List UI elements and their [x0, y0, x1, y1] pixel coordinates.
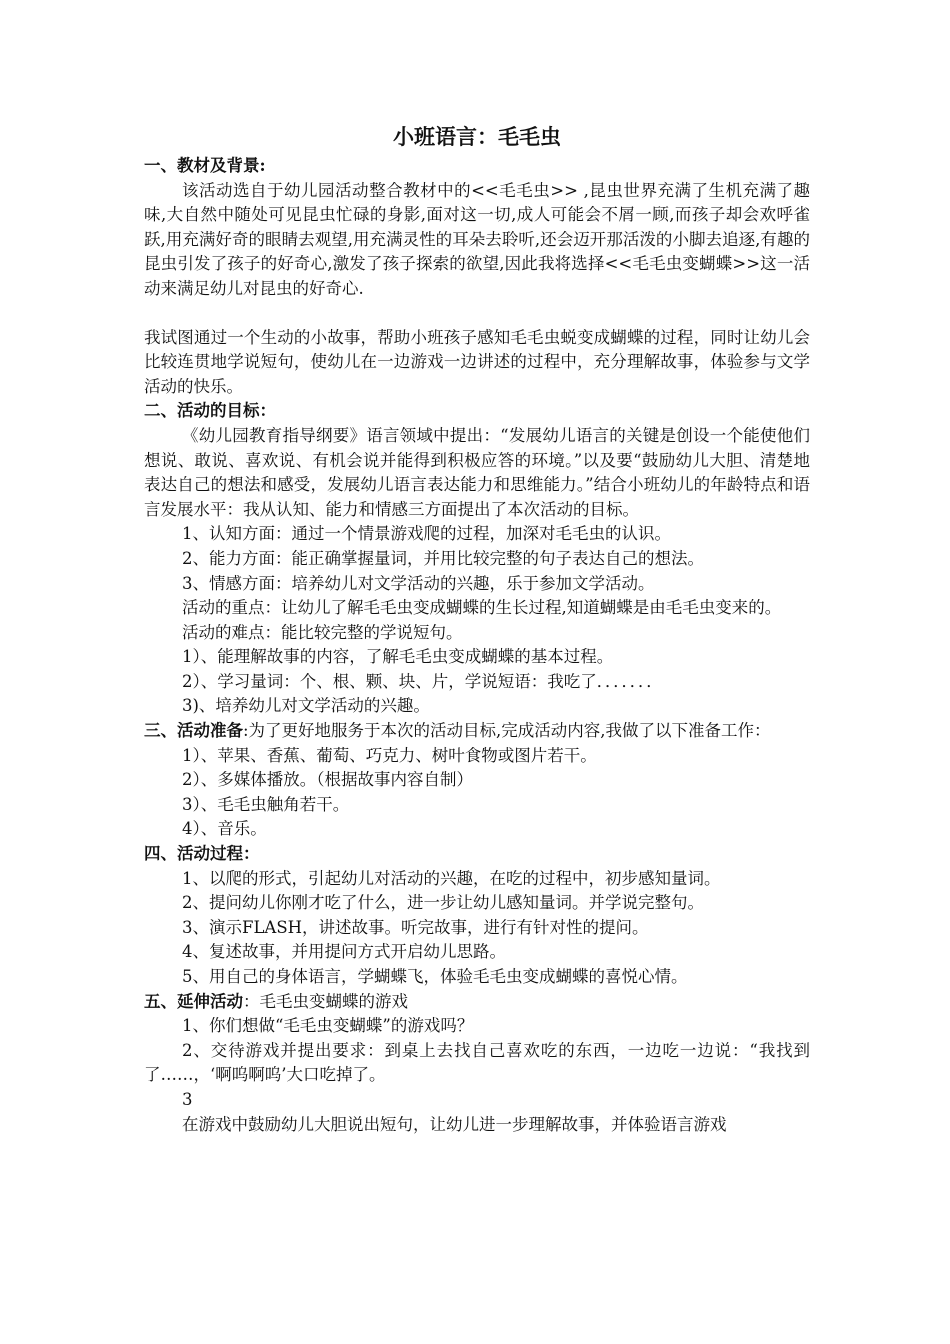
paragraph-preparation [144, 719, 810, 744]
list-item: 1）、苹果、香蕉、葡萄、巧克力、树叶食物或图片若干。 [182, 745, 597, 765]
section-heading-materials: 一、教材及背景: [144, 156, 266, 175]
list-item: 1、认知方面：通过一个情景游戏爬的过程，加深对毛毛虫的认识。 [182, 524, 671, 544]
list-item: 3）、毛毛虫触角若干。 [182, 794, 350, 814]
paragraph-extension [144, 990, 810, 1015]
list-item: 在游戏中鼓励幼儿大胆说出短句，让幼儿进一步理解故事，并体验语言游戏 [182, 1114, 727, 1134]
list-item: 3)、培养幼儿对文学活动的兴趣。 [182, 696, 430, 716]
list-item: 2）、学习量词：个、根、颗、块、片，学说短语：我吃了．．．．．．． [182, 671, 663, 691]
paragraph-gap [144, 302, 810, 326]
extension-text: ：毛毛虫变蝴蝶的游戏 [243, 991, 408, 1011]
paragraph-intent: 我试图通过一个生动的小故事，帮助小班孩子感知毛毛虫蜕变成蝴蝶的过程，同时让幼儿会比较连贯地学说短句，使幼儿在一边游戏一边讲述的过程中，充分理解故事，体验参与文学活动的快乐。 [144, 327, 810, 396]
list-item: 5、用自己的身体语言，学蝴蝶飞，体验毛毛虫变成蝴蝶的喜悦心情。 [182, 967, 688, 986]
section-heading-preparation: 三、活动准备 [144, 721, 243, 741]
paragraph-goals: 《幼儿园教育指导纲要》语言领域中提出：“发展幼儿语言的关键是创设一个能使他们想说、敢说、喜欢说、有机会说并能得到积极应答的环境。”以及要“鼓励幼儿大胆、清楚地表达自己的想法和感受，发展幼儿语言表达能力和思维能力。”结合小班幼儿的年龄特点和语言发展水平：我从认知、能力和情感三方面提出了本次活动的目标。 [144, 425, 810, 519]
section-heading-process: 四、活动过程： [144, 844, 260, 864]
preparation-text: :为了更好地服务于本次的活动目标,完成活动内容,我做了以下准备工作： [243, 721, 771, 741]
document-page [144, 122, 810, 1137]
paragraph-materials: 该活动选自于幼儿园活动整合教材中的<<毛毛虫>> ,昆虫世界充满了生机充满了趣味,大自然中随处可见昆虫忙碌的身影,面对这一切,成人可能会不屑一顾,而孩子却会欢呼雀跃,用充满好奇的眼睛去观望,用充满灵性的耳朵去聆听,还会迈开那活泼的小脚去追逐,有趣的昆虫引发了孩子的好奇心,激发了孩子探索的欲望,因此我将选择<<毛毛虫变蝴蝶>>这一活动来满足幼儿对昆虫的好奇心. [144, 180, 810, 298]
section-heading-goals: 二、活动的目标： [144, 401, 276, 421]
document-title: 小班语言：毛毛虫 [393, 124, 561, 149]
list-item: 3、演示FLASH，讲述故事。听完故事，进行有针对性的提问。 [182, 917, 649, 937]
list-item: 2）、多媒体播放。（根据故事内容自制） [182, 770, 473, 790]
list-item: 4）、音乐。 [182, 819, 267, 839]
list-item: 1、你们想做“毛毛虫变蝴蝶”的游戏吗？ [182, 1016, 474, 1036]
section-heading-extension: 五、延伸活动 [144, 991, 243, 1011]
list-item: 2、能力方面：能正确掌握量词，并用比较完整的句子表达自己的想法。 [182, 548, 704, 568]
list-item: 1、以爬的形式，引起幼儿对活动的兴趣，在吃的过程中，初步感知量词。 [182, 868, 721, 888]
paragraph-key-point: 活动的重点：让幼儿了解毛毛虫变成蝴蝶的生长过程,知道蝴蝶是由毛毛虫变来的。 [182, 598, 782, 618]
paragraph-difficulty: 活动的难点：能比较完整的学说短句。 [182, 622, 463, 642]
list-item: 2、提问幼儿你刚才吃了什么，进一步让幼儿感知量词。并学说完整句。 [182, 893, 704, 913]
list-item: 2、交待游戏并提出要求：到桌上去找自己喜欢吃的东西，一边吃一边说：“我找到了……，‘啊呜啊呜’大口吃掉了。 [144, 1040, 810, 1085]
list-item: 4、复述故事，并用提问方式开启幼儿思路。 [182, 942, 506, 962]
list-item-number: 3 [182, 1089, 193, 1109]
list-item: 1）、能理解故事的内容，了解毛毛虫变成蝴蝶的基本过程。 [182, 647, 614, 667]
list-item: 3、情感方面：培养幼儿对文学活动的兴趣，乐于参加文学活动。 [182, 573, 655, 593]
